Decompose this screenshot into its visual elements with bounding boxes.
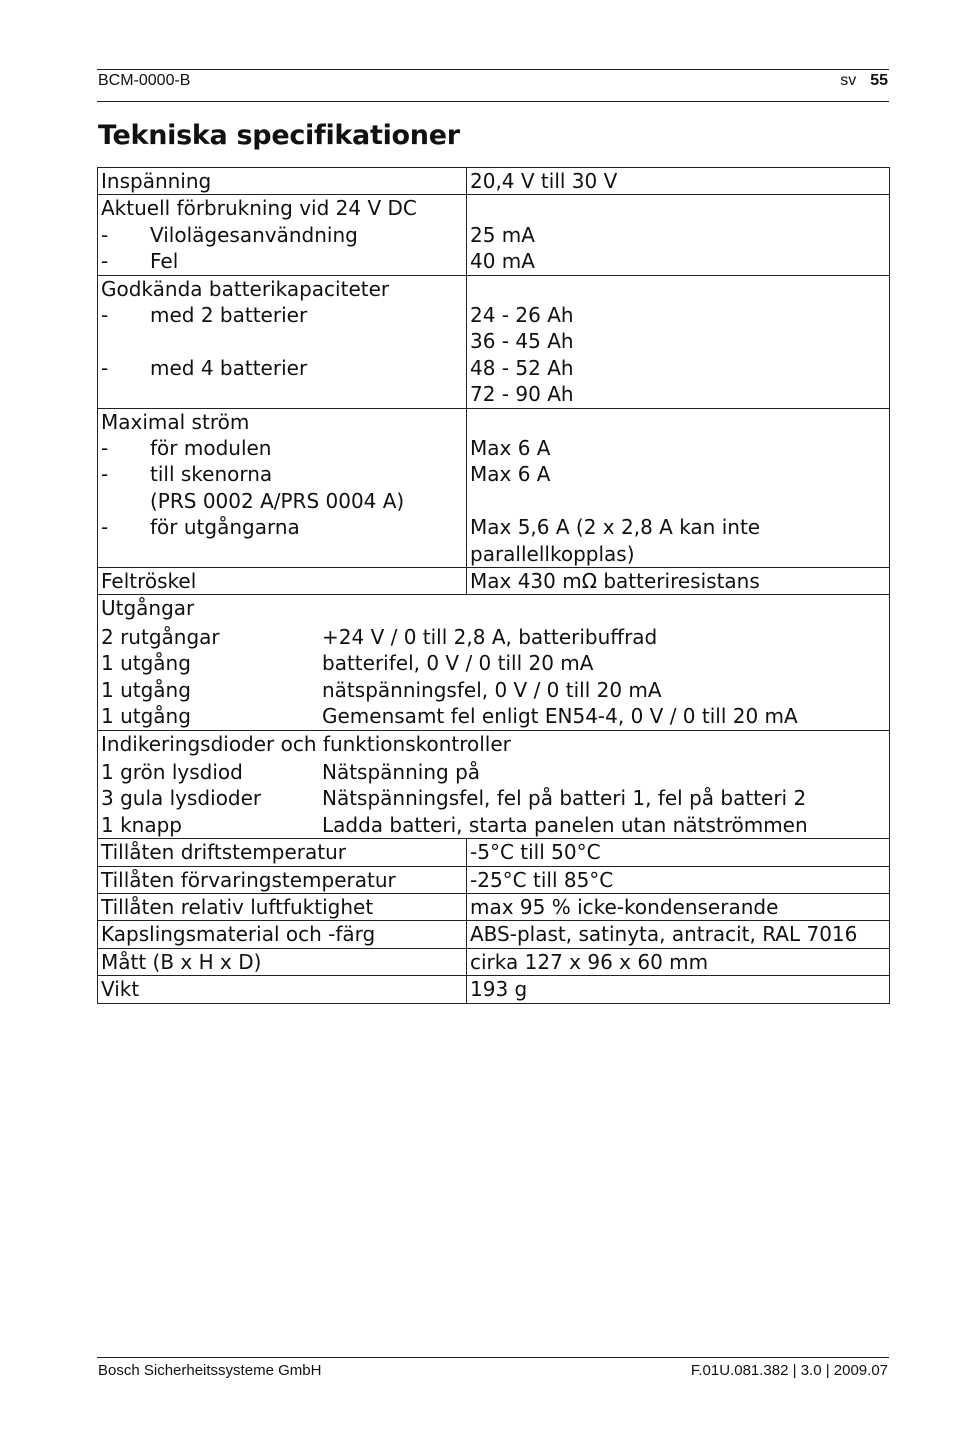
spec-label-cell xyxy=(98,195,467,275)
footer-rule xyxy=(97,1357,889,1358)
indicators-cell xyxy=(98,730,890,839)
spec-value: 72 - 90 Ah xyxy=(470,382,574,407)
table-row xyxy=(98,275,890,408)
spec-label: Kapslingsmaterial och -färg xyxy=(98,921,467,948)
table-row xyxy=(98,195,890,275)
header-language: sv xyxy=(840,72,857,89)
spec-value-cell xyxy=(467,275,890,408)
list-item: - med 2 batterier xyxy=(101,303,308,328)
outputs-heading: Utgångar xyxy=(101,596,195,621)
table-row xyxy=(98,730,890,839)
indicator-name: 1 knapp xyxy=(101,812,182,837)
output-desc: Gemensamt fel enligt EN54-4, 0 V / 0 till 20 mA xyxy=(322,704,798,729)
list-item: - Vilolägesanvändning xyxy=(101,222,358,247)
spec-value-cell xyxy=(467,195,890,275)
outputs-list xyxy=(101,624,886,730)
table-row xyxy=(98,921,890,948)
spec-value: Max 6 A xyxy=(470,462,551,487)
indicator-name: 3 gula lysdioder xyxy=(101,786,262,811)
spec-value: -25°C till 85°C xyxy=(467,866,890,893)
spec-value: 48 - 52 Ah xyxy=(470,355,574,380)
spec-value: 40 mA xyxy=(470,249,535,274)
spec-value: Max 430 mΩ batteriresistans xyxy=(467,568,890,595)
list-item-note: (PRS 0002 A/PRS 0004 A) xyxy=(150,488,405,513)
spec-value: parallellkopplas) xyxy=(470,541,635,566)
output-desc: nätspänningsfel, 0 V / 0 till 20 mA xyxy=(322,677,662,702)
list-item: - till skenorna xyxy=(101,462,273,487)
table-row xyxy=(98,948,890,975)
table-row xyxy=(98,408,890,567)
spec-value: Max 5,6 A (2 x 2,8 A kan inte xyxy=(470,515,761,540)
list-item: - Fel xyxy=(101,249,179,274)
output-name: 1 utgång xyxy=(101,651,191,676)
spec-label: Inspänning xyxy=(98,168,467,195)
spec-label: Aktuell förbrukning vid 24 V DC xyxy=(101,196,417,221)
output-name: 1 utgång xyxy=(101,704,191,729)
spec-value: ABS-plast, satinyta, antracit, RAL 7016 xyxy=(467,921,890,948)
list-item: - för modulen xyxy=(101,436,272,461)
list-item: - med 4 batterier xyxy=(101,355,308,380)
spec-label: Mått (B x H x D) xyxy=(98,948,467,975)
spec-value: 193 g xyxy=(467,976,890,1003)
header-rule-top xyxy=(97,69,889,70)
spec-value: 25 mA xyxy=(470,222,535,247)
table-row xyxy=(98,595,890,730)
footer-company: Bosch Sicherheitssysteme GmbH xyxy=(98,1362,322,1379)
header-product: BCM-0000-B xyxy=(98,72,191,89)
indicator-desc: Nätspänning på xyxy=(322,759,481,784)
table-row xyxy=(98,866,890,893)
header-rule-bottom xyxy=(97,101,889,102)
spec-value-cell xyxy=(467,408,890,567)
spec-label-cell xyxy=(98,275,467,408)
page-number: 55 xyxy=(870,72,888,89)
indicators-list xyxy=(101,759,886,838)
indicators-heading: Indikeringsdioder och funktionskontroller xyxy=(101,731,511,756)
spec-label: Tillåten relativ luftfuktighet xyxy=(98,893,467,920)
table-row xyxy=(98,893,890,920)
spec-label: Maximal ström xyxy=(101,409,250,434)
header-page-info xyxy=(840,72,888,90)
spec-label: Feltröskel xyxy=(98,568,467,595)
indicator-desc: Nätspänningsfel, fel på batteri 1, fel på batteri 2 xyxy=(322,786,807,811)
spec-value: 20,4 V till 30 V xyxy=(467,168,890,195)
table-row xyxy=(98,168,890,195)
spec-value: 24 - 26 Ah xyxy=(470,303,574,328)
outputs-cell xyxy=(98,595,890,730)
spec-label: Vikt xyxy=(98,976,467,1003)
spec-table xyxy=(97,167,890,1004)
spec-label: Tillåten förvaringstemperatur xyxy=(98,866,467,893)
page-title: Tekniska specifikationer xyxy=(98,120,460,151)
output-name: 2 rutgångar xyxy=(101,624,220,649)
spec-label: Godkända batterikapaciteter xyxy=(101,276,390,301)
spec-value: -5°C till 50°C xyxy=(467,839,890,866)
table-row xyxy=(98,839,890,866)
output-name: 1 utgång xyxy=(101,677,191,702)
footer-docref: F.01U.081.382 | 3.0 | 2009.07 xyxy=(690,1362,888,1379)
output-desc: batterifel, 0 V / 0 till 20 mA xyxy=(322,651,594,676)
list-item: - för utgångarna xyxy=(101,515,300,540)
output-desc: +24 V / 0 till 2,8 A, batteribuffrad xyxy=(322,624,658,649)
spec-value: max 95 % icke-kondenserande xyxy=(467,893,890,920)
spec-value: 36 - 45 Ah xyxy=(470,329,574,354)
indicator-name: 1 grön lysdiod xyxy=(101,759,243,784)
indicator-desc: Ladda batteri, starta panelen utan nätströmmen xyxy=(322,812,808,837)
spec-label: Tillåten driftstemperatur xyxy=(98,839,467,866)
spec-value: Max 6 A xyxy=(470,436,551,461)
spec-value: cirka 127 x 96 x 60 mm xyxy=(467,948,890,975)
spec-label-cell xyxy=(98,408,467,567)
table-row xyxy=(98,976,890,1003)
table-row xyxy=(98,568,890,595)
